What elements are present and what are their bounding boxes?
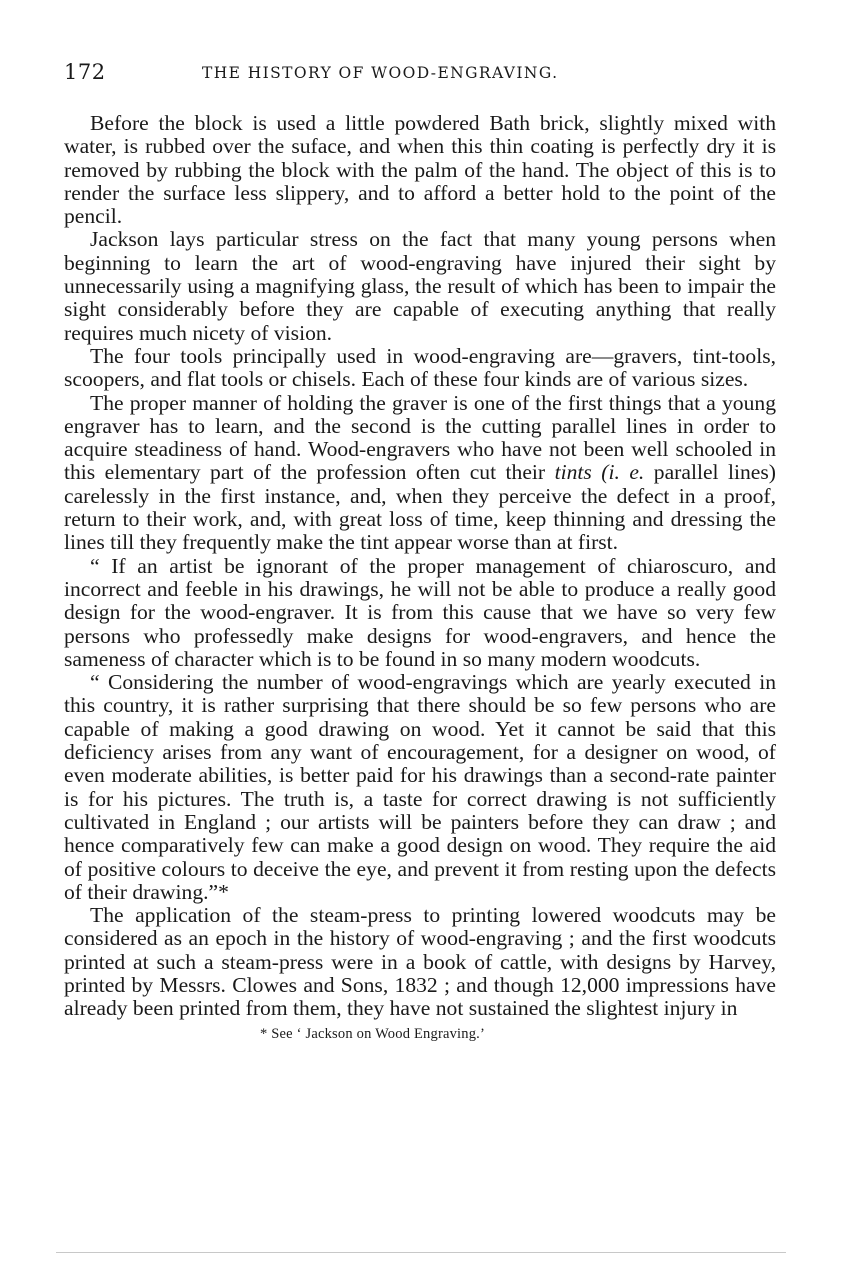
- paragraph-four-tools: The four tools principally used in wood-engraving are—gravers, tint-tools, scoopers, and flat tools or chisels. Each of these four kinds are of various sizes.: [64, 343, 776, 392]
- paragraph-holding-graver: [64, 392, 776, 555]
- page-number: 172: [64, 60, 106, 84]
- page-header: [64, 58, 776, 94]
- book-page: [64, 58, 776, 1043]
- paragraph-steam-press: The application of the steam-press to printing lowered woodcuts may be considered as an epoch in the history of wood-engraving ; and the first woodcuts printed at such a steam-press were in a book of cattle, with designs by Harvey, printed by Messrs. Clowes and Sons, 1832 ; and though 12,000 impressions have already been printed from them, they have not sustained the slightest injury in: [64, 903, 776, 1021]
- running-head: THE HISTORY OF WOOD-ENGRAVING.: [202, 64, 559, 82]
- paragraph-drawing-quote: “ Considering the number of wood-engravings which are yearly executed in this country, it is rather surprising that there should be so few persons who are capable of making a good drawing on wood. Yet it cannot be said that this deficiency arises from any want of encouragement, for a designer on wood, of even moderate abilities, is better paid for his drawings than a second-rate painter is for his pictures. The truth is, a taste for correct drawing is not sufficiently cultivated in England ; our artists will be painters before they can draw ; and hence comparatively few can make a good design on wood. They require the aid of positive colours to deceive the eye, and prevent it from resting upon the defects of their drawing.”*: [64, 670, 776, 904]
- bottom-rule: [56, 1252, 786, 1253]
- graver-text-before: The proper manner of holding the graver is one of the first things that a young engraver has to learn, and the second is the cutting parallel lines in order to acquire steadiness of hand. Wood-engravers who have not been well schooled in this elementary part of the profession often cut their: [64, 390, 776, 485]
- graver-text-after: parallel lines) carelessly in the first instance, and, when they perceive the defect in a proof, return to their work, and, with great loss of time, keep thinning and dressing the lines till they frequently make the tint appear worse than at first.: [64, 460, 776, 555]
- paragraph-magnifying-glass: Jackson lays particular stress on the fact that many young persons when beginning to learn the art of wood-engraving have injured their sight by unnecessarily using a magnifying glass, the result of which has been to impair the sight considerably before they are capable of executing anything that really requires much nicety of vision.: [64, 227, 776, 345]
- paragraph-chiaroscuro-quote: “ If an artist be ignorant of the proper management of chiaroscuro, and incorrect and feeble in his drawings, he will not be able to produce a really good design for the wood-engraver. It is from this cause that we have so very few persons who professedly make designs for wood-engravers, and hence the sameness of character which is to be found in so many modern woodcuts.: [64, 553, 776, 671]
- body-text: [64, 112, 776, 1021]
- footnote: * See ‘ Jackson on Wood Engraving.’: [260, 1025, 486, 1042]
- tints-italic: tints (i. e.: [554, 460, 645, 485]
- paragraph-block-preparation: Before the block is used a little powdered Bath brick, slightly mixed with water, is rubbed over the suface, and when this thin coating is perfectly dry it is removed by rubbing the block with the palm of the hand. The object of this is to render the surface less slippery, and to afford a better hold to the point of the pencil.: [64, 111, 776, 229]
